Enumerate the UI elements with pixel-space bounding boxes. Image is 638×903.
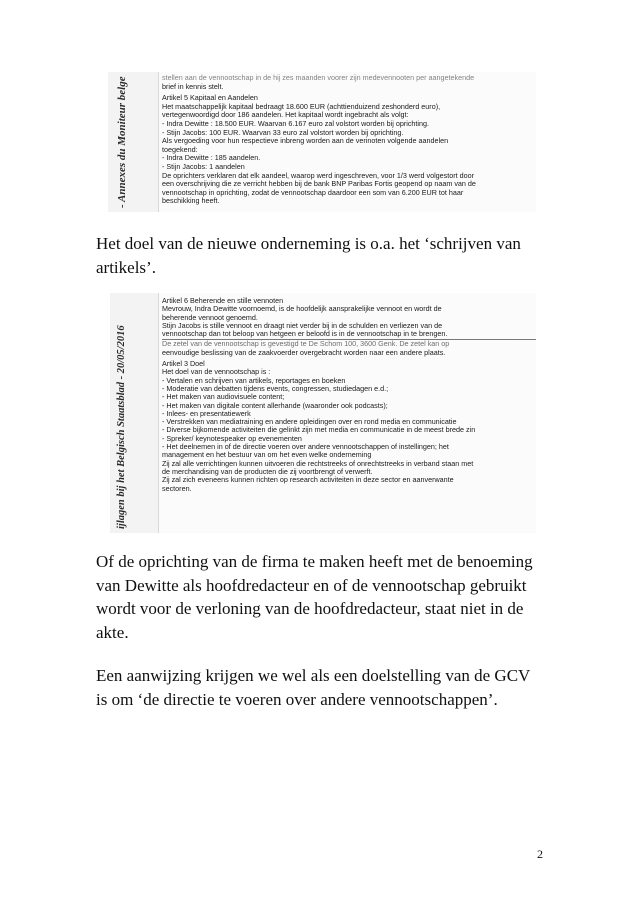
scan-text-block [162, 72, 536, 212]
scan-line: management en het bestuur van om het even welke onderneming [162, 451, 372, 460]
scan-line: - Het maken van audiovisuele content; [162, 393, 285, 402]
scan-line: - Indra Dewitte : 185 aandelen. [162, 154, 261, 163]
scan-excerpt-doel [110, 293, 536, 533]
scan-line: eenvoudige beslissing van de zaakvoerder overgebracht worden naar een andere plaats. [162, 348, 446, 357]
scan-sidebar-text: ijlagen bij het Belgisch Staatsblad - 20/05/2016 [116, 325, 127, 529]
scan-line: vennootschap in oprichting, zodat de vennootschap daardoor een som van 6.200 EUR tot haar [162, 188, 464, 197]
scan-line: vertegenwoordigd door 186 aandelen. Het kapitaal wordt ingebracht als volgt: [162, 111, 409, 120]
scan-line: brief in kennis stelt. [162, 82, 224, 91]
scan-line: stellen aan de vennootschap in de hij zes maanden voorer zijn medevennooten per aangetekende [162, 74, 475, 82]
scan-excerpt-capital [108, 72, 536, 212]
scan-line: - Spreker/ keynotespeaker op evenementen [162, 434, 302, 443]
scan-line: - Moderatie van debatten tijdens events, congressen, studiedagen e.d.; [162, 384, 389, 393]
scan-line: - Diverse bijkomende activiteiten die gelinkt zijn met media en communicatie in de meest brede zin [162, 426, 476, 435]
paragraph-oprichting: Of de oprichting van de firma te maken heeft met de benoeming van Dewitte als hoofdredacteur en of de vennootschap gebruikt wordt voor de verloning van de hoofdredacteur, staat niet in de akte. [96, 552, 533, 643]
scan-text-block [162, 293, 536, 533]
scan-line: vennootschap dan tot beloop van hetgeen er beloofd is in de vennootschap in te brengen. [162, 330, 448, 339]
scan-sidebar-text: - Annexes du Moniteur belge [116, 76, 128, 208]
scan-line: de merchandising van de producten die zij voortbrengt of verwerft. [162, 467, 373, 476]
scan-line: toegekend: [162, 145, 198, 154]
scan-line: De oprichters verklaren dat elk aandeel, waarop werd ingeschreven, voor 1/3 werd volgestort door [162, 171, 475, 180]
scan-line: - Vertalen en schrijven van artikels, reportages en boeken [162, 376, 346, 385]
scan-line: - Indra Dewitte : 18.500 EUR. Waarvan 6.167 euro zal volstort worden bij oprichting. [162, 119, 430, 128]
scan-line: Artikel 3 Doel [162, 360, 205, 369]
scan-line: Artikel 6 Beherende en stille vennoten [162, 297, 284, 305]
scan-line: beschikking heeft. [162, 197, 220, 206]
scan-line: De zetel van de vennootschap is gevestigd te De Schom 100, 3600 Genk. De zetel kan op [162, 339, 536, 348]
scan-line: Mevrouw, Indra Dewitte voornoemd, is de hoofdelijk aansprakelijke vennoot en wordt de [162, 305, 442, 314]
scan-line: Artikel 5 Kapitaal en Aandelen [162, 94, 258, 103]
scan-line: Zij zal zich eveneens kunnen richten op research activiteiten in deze sector en aanverwante [162, 476, 454, 485]
scan-sidebar [110, 293, 159, 533]
scan-line: Als vergoeding voor hun respectieve inbreng worden aan de verinoten volgende aandelen [162, 137, 449, 146]
scan-line: - Verstrekken van mediatraining en andere opleidingen over en rond media en communicatie [162, 418, 457, 427]
scan-line: - Inlees- en presentatiewerk [162, 409, 251, 418]
page-number: 2 [537, 847, 543, 861]
scan-line: Het maatschappelijk kapitaal bedraagt 18.600 EUR (achttienduizend zeshonderd euro), [162, 102, 441, 111]
scan-line: een overschrijving die ze verricht hebben bij de bank BNP Paribas Fortis geopend op naam van de [162, 180, 476, 189]
scan-line: Zij zal alle verrichtingen kunnen uitvoeren die rechtstreeks of onrechtstreeks in verband staan met [162, 459, 474, 468]
scan-line: sectoren. [162, 484, 192, 493]
scan-line: - Stijn Jacobs: 100 EUR. Waarvan 33 euro zal volstort worden bij oprichting. [162, 128, 404, 137]
scan-line: - Het deelnemen in of de directie voeren over andere vennootschappen of instellingen; het [162, 443, 449, 452]
paragraph-aanwijzing: Een aanwijzing krijgen we wel als een doelstelling van de GCV is om ‘de directie te voeren over andere vennootschappen’. [96, 666, 531, 709]
scan-line: - Stijn Jacobs: 1 aandelen [162, 162, 245, 171]
scan-line: - Het maken van digitale content allerhande (waaronder ook podcasts); [162, 401, 388, 410]
paragraph-doel: Het doel van de nieuwe onderneming is o.a. het ‘schrijven van artikels’. [96, 234, 521, 277]
scan-line: Stijn Jacobs is stille vennoot en draagt niet verder bij in de schulden en verliezen van de [162, 321, 443, 330]
scan-line: Het doel van de vennootschap is : [162, 368, 271, 377]
scan-sidebar [108, 72, 159, 212]
scan-line: beherende vennoot genoemd. [162, 313, 258, 322]
